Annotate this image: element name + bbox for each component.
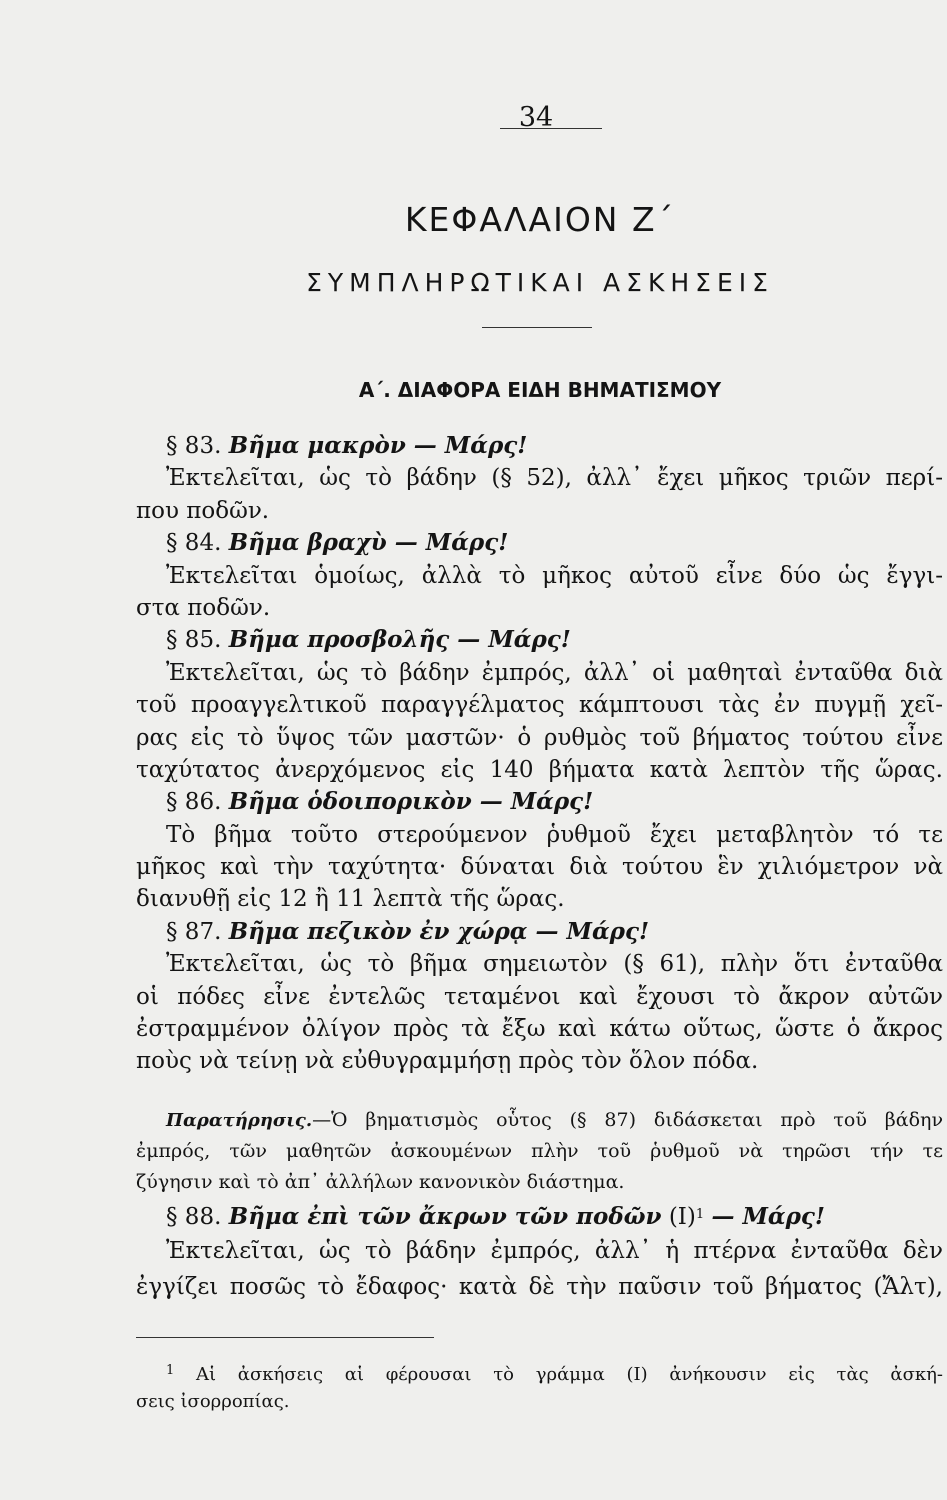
note-line [136,1105,943,1136]
section-title: Α΄. ΔΙΑΦΟΡΑ ΕΙΔΗ ΒΗΜΑΤΙΣΜΟΥ [358,378,722,402]
paragraph-title: Βῆμα ὁδοιπορικὸν — Μάρς! [228,788,594,816]
main-text [136,430,943,1078]
paragraph-title: Βῆμα ἐπὶ τῶν ἄκρων τῶν ποδῶν [228,1203,662,1230]
text-line: Ἐκτελεῖται ὁμοίως, ἀλλὰ τὸ μῆκος αὐτοῦ εἶνε δύο ὡς ἔγγι- [166,562,943,589]
text-line: ρας εἰς τὸ ὕψος τῶν μαστῶν· ὁ ρυθμὸς τοῦ βήματος τούτου εἶνε [136,724,943,751]
text-line: Ἐκτελεῖται, ὡς τὸ βῆμα σημειωτὸν (§ 61), πλὴν ὅτι ἐνταῦθα [166,951,943,978]
paragraph-title: Βῆμα πεζικὸν ἐν χώρᾳ — Μάρς! [228,917,650,945]
footnote-number: 1 [166,1363,175,1378]
footnote-line: σεις ἰσορροπίας. [136,1391,290,1412]
footnote [136,1355,943,1417]
text-line: στα ποδῶν. [136,594,271,621]
note-text: —Ὁ βηματισμὸς οὗτος (§ 87) διδάσκεται πρὸ τοῦ βάδην [312,1109,943,1131]
page-number: 34 [518,102,554,133]
paragraph-88 [136,1197,943,1305]
chapter-title: ΚΕΦΑΛΑΙΟΝ Ζ΄ [404,200,676,239]
chapter-subtitle: ΣΥΜΠΛΗΡΩΤΙΚΑΙ ΑΣΚΗΣΕΙΣ [306,268,774,297]
text-line: που ποδῶν. [136,497,270,524]
paragraph-title: Βῆμα βραχὺ — Μάρς! [228,529,509,557]
paragraph-number: § 88. [166,1204,222,1230]
page-number-rule [500,128,602,129]
paragraph-85-heading [136,624,943,656]
text-line: ταχύτατος ἀνερχόμενος εἰς 140 βήματα κατὰ λεπτὸν τῆς ὥρας. [136,756,943,783]
paragraph-number: § 87. [166,918,222,945]
paragraph-87-heading [136,916,943,948]
observation-note [136,1105,943,1198]
footnote-line [136,1355,943,1386]
divider-rule [482,327,592,328]
text-line: οἱ πόδες εἶνε ἐντελῶς τεταμένοι καὶ ἔχουσι τὸ ἄκρον αὐτῶν [136,983,943,1010]
paragraph-number: § 83. [166,433,222,459]
text-line: Ἐκτελεῖται, ὡς τὸ βάδην ἐμπρός, ἀλλ᾽ οἱ μαθηταὶ ἐνταῦθα διὰ [166,659,943,686]
paragraph-84-heading [136,527,943,559]
note-line: ζύγησιν καὶ τὸ ἀπ᾽ ἀλλήλων κανονικὸν διάστημα. [136,1171,625,1193]
text-line: Ἐκτελεῖται, ὡς τὸ βάδην ἐμπρός, ἀλλ᾽ ἡ πτέρνα ἐνταῦθα δὲν [166,1238,943,1264]
text-line: τοῦ προαγγελτικοῦ παραγγέλματος κάμπτουσι τὰς ἐν πυγμῇ χεῖ- [136,692,943,719]
paragraph-number: § 86. [166,789,222,816]
text-line: μῆκος καὶ τὴν ταχύτητα· δύναται διὰ τούτου ἓν χιλιόμετρον νὰ [136,854,943,881]
footnote-text: Αἱ ἀσκήσεις αἱ φέρουσαι τὸ γράμμα (Ι) ἀνήκουσιν εἰς τὰς ἀσκή- [196,1364,943,1385]
command-word: — Μάρς! [711,1203,826,1230]
text-line: ἐστραμμένον ὀλίγον πρὸς τὰ ἔξω καὶ κάτω οὕτως, ὥστε ὁ ἄκρος [136,1016,943,1043]
note-line: ἐμπρός, τῶν μαθητῶν ἀσκουμένων πλὴν τοῦ ῥυθμοῦ νὰ τηρῶσι τήν τε [136,1140,943,1162]
balance-mark: (Ι) [668,1204,696,1230]
paragraph-title: Βῆμα προσβολῆς — Μάρς! [228,626,571,654]
paragraph-83-heading [136,430,943,462]
paragraph-88-heading [136,1197,943,1233]
footnote-ref: 1 [695,1207,705,1222]
text-line: ἐγγίζει ποσῶς τὸ ἔδαφος· κατὰ δὲ τὴν παῦσιν τοῦ βήματος (Ἄλτ), [136,1274,943,1300]
paragraph-86-heading [136,786,943,818]
note-label: Παρατήρησις. [166,1110,313,1131]
paragraph-number: § 85. [166,627,222,654]
footnote-rule [136,1337,434,1338]
text-line: διανυθῇ εἰς 12 ἢ 11 λεπτὰ τῆς ὥρας. [136,886,565,913]
text-line: Ἐκτελεῖται, ὡς τὸ βάδην (§ 52), ἀλλ᾽ ἔχει μῆκος τριῶν περί- [166,465,943,492]
text-line: Τὸ βῆμα τοῦτο στερούμενον ῥυθμοῦ ἔχει μεταβλητὸν τό τε [166,821,943,848]
text-line: ποὺς νὰ τείνῃ νὰ εὐθυγραμμήσῃ πρὸς τὸν ὅλον πόδα. [136,1048,759,1075]
paragraph-number: § 84. [166,530,222,557]
paragraph-title: Βῆμα μακρὸν — Μάρς! [228,432,528,459]
